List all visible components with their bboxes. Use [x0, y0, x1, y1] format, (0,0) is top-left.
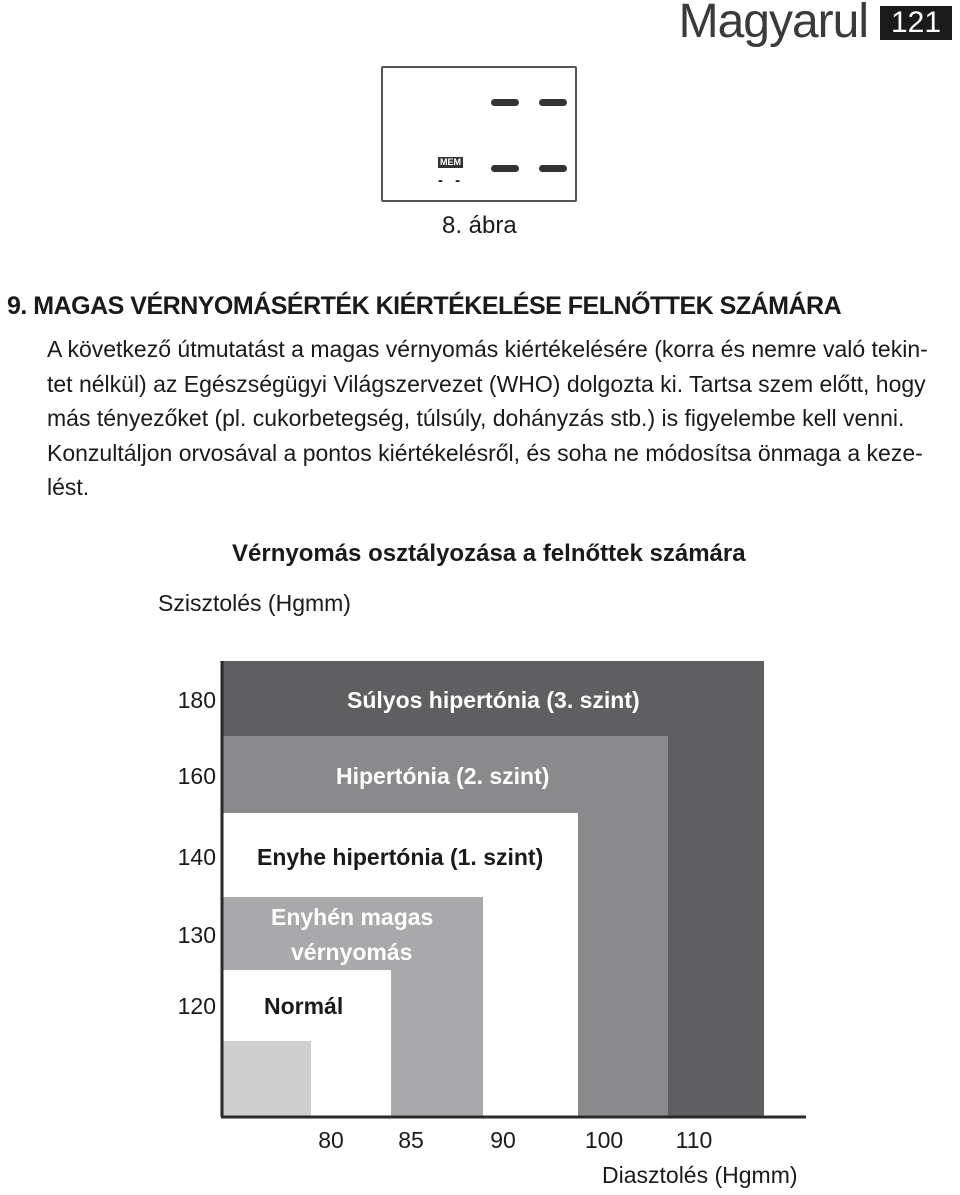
region-label: Hipertónia (2. szint) [336, 763, 550, 789]
mem-indicator: MEM [440, 157, 461, 167]
figure-caption: 8. ábra [442, 212, 517, 239]
x-tick-label: 90 [490, 1127, 516, 1153]
section-heading: 9. MAGAS VÉRNYOMÁSÉRTÉK KIÉRTÉKELÉSE FELNŐTTEK SZÁMÁRA [7, 292, 842, 320]
x-tick-label: 100 [584, 1127, 624, 1153]
x-tick-label: 110 [675, 1127, 713, 1153]
body-line: A következő útmutatást a magas vérnyomás kiértékelésére (korra és nemre való tekin- [47, 336, 928, 362]
page-number: 121 [880, 6, 952, 40]
y-tick-label: 120 [177, 993, 216, 1019]
region-label: Enyhe hipertónia (1. szint) [257, 844, 544, 870]
chart-title: Vérnyomás osztályozása a felnőttek számára [232, 540, 746, 567]
region-label: Súlyos hipertónia (3. szint) [347, 687, 640, 713]
y-tick-label: 140 [177, 844, 216, 870]
body-line: más tényezőket (pl. cukorbetegség, túlsúly, dohányzás stb.) is figyelembe kell venni. [47, 405, 905, 431]
x-tick-label: 85 [398, 1127, 424, 1153]
small-dash-indicator: - - [438, 172, 465, 189]
y-tick-label: 130 [177, 922, 216, 948]
body-line: tet nélkül) az Egészségügyi Világszervezet (WHO) dolgozta ki. Tartsa szem előtt, hogy [47, 370, 926, 397]
body-line: Konzultáljon orvosával a pontos kiértékelésről, és soha ne módosítsa önmaga a keze- [47, 439, 923, 466]
y-tick-label: 180 [177, 687, 216, 713]
x-axis-label: Diasztolés (Hgmm) [602, 1162, 798, 1188]
region-label: Normál [264, 993, 344, 1019]
y-axis-label: Szisztolés (Hgmm) [158, 590, 351, 616]
region-label: vérnyomás [291, 939, 413, 965]
region-label: Enyhén magas [271, 904, 434, 930]
language-title: Magyarul [678, 0, 868, 48]
body-line: lést. [47, 474, 90, 500]
x-tick-label: 80 [318, 1127, 344, 1153]
region-optimal [222, 1041, 311, 1117]
y-tick-label: 160 [177, 763, 216, 789]
